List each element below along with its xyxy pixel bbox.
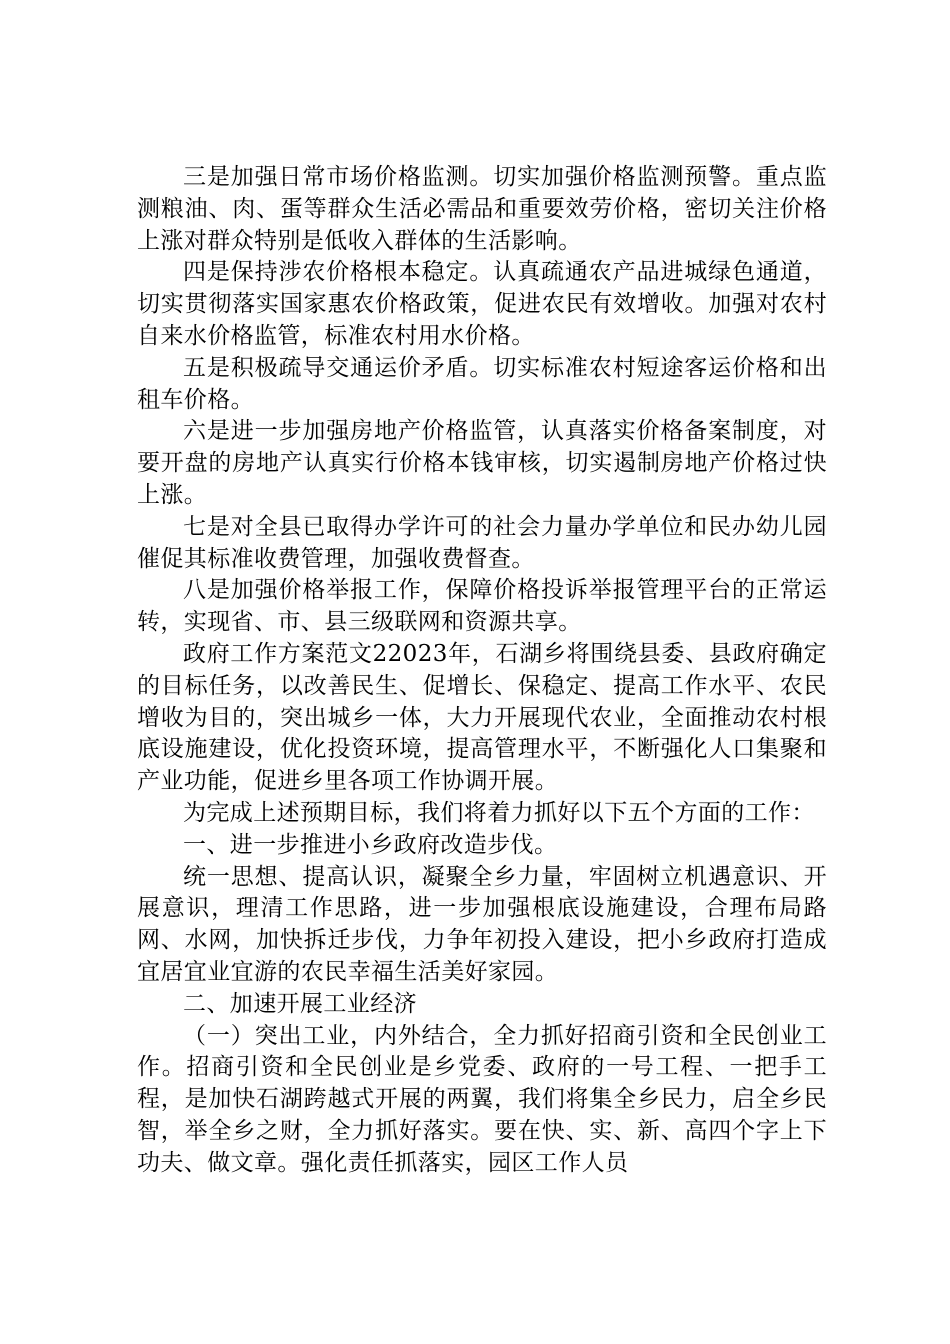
paragraph-section-one-body: 统一思想、提高认识，凝聚全乡力量，牢固树立机遇意识、开展意识，理清工作思路，进一步加强根底设施建设，合理布局路网、水网，加快拆迁步伐，力争年初投入建设，把小乡政府打造成宜居宜业宜游的农民幸福生活美好家园。 [137,863,827,985]
paragraph-agricultural-prices: 四是保持涉农价格根本稳定。认真疏通农产品进城绿色通道，切实贯彻落实国家惠农价格政策，促进农民有效增收。加强对农村自来水价格监管，标准农村用水价格。 [137,259,827,349]
paragraph-real-estate-prices: 六是进一步加强房地产价格监管，认真落实价格备案制度，对要开盘的房地产认真实行价格本钱审核，切实遏制房地产价格过快上涨。 [137,418,827,508]
heading-section-one: 一、进一步推进小乡政府改造步伐。 [183,831,558,858]
paragraph-transport-prices: 五是积极疏导交通运价矛盾。切实标准农村短途客运价格和出租车价格。 [137,354,827,413]
paragraph-work-plan-intro: 政府工作方案范文22023年，石湖乡将围绕县委、县政府确定的目标任务，以改善民生、促增长、保稳定、提高工作水平、农民增收为目的，突出城乡一体，大力开展现代农业，全面推动农村根底设施建设，优化投资环境，提高管理水平，不断强化人口集聚和产业功能，促进乡里各项工作协调开展。 [137,640,827,795]
heading-section-two: 二、加速开展工业经济 [183,990,417,1017]
paragraph-school-fees: 七是对全县已取得办学许可的社会力量办学单位和民办幼儿园催促其标准收费管理，加强收费督查。 [137,513,827,572]
paragraph-price-reporting: 八是加强价格举报工作，保障价格投诉举报管理平台的正常运转，实现省、市、县三级联网和资源共享。 [137,577,827,636]
paragraph-five-aspects: 为完成上述预期目标，我们将着力抓好以下五个方面的工作： [183,799,815,826]
document-body [137,162,827,1180]
paragraph-section-two-body: （一）突出工业，内外结合，全力抓好招商引资和全民创业工作。招商引资和全民创业是乡党委、政府的一号工程、一把手工程，是加快石湖跨越式开展的两翼，我们将集全乡民力，启全乡民智，举全乡之财，全力抓好落实。要在快、实、新、高四个字上下功夫、做文章。强化责任抓落实，园区工作人员 [137,1022,827,1176]
paragraph-price-monitoring: 三是加强日常市场价格监测。切实加强价格监测预警。重点监测粮油、肉、蛋等群众生活必需品和重要效劳价格，密切关注价格上涨对群众特别是低收入群体的生活影响。 [137,164,827,254]
